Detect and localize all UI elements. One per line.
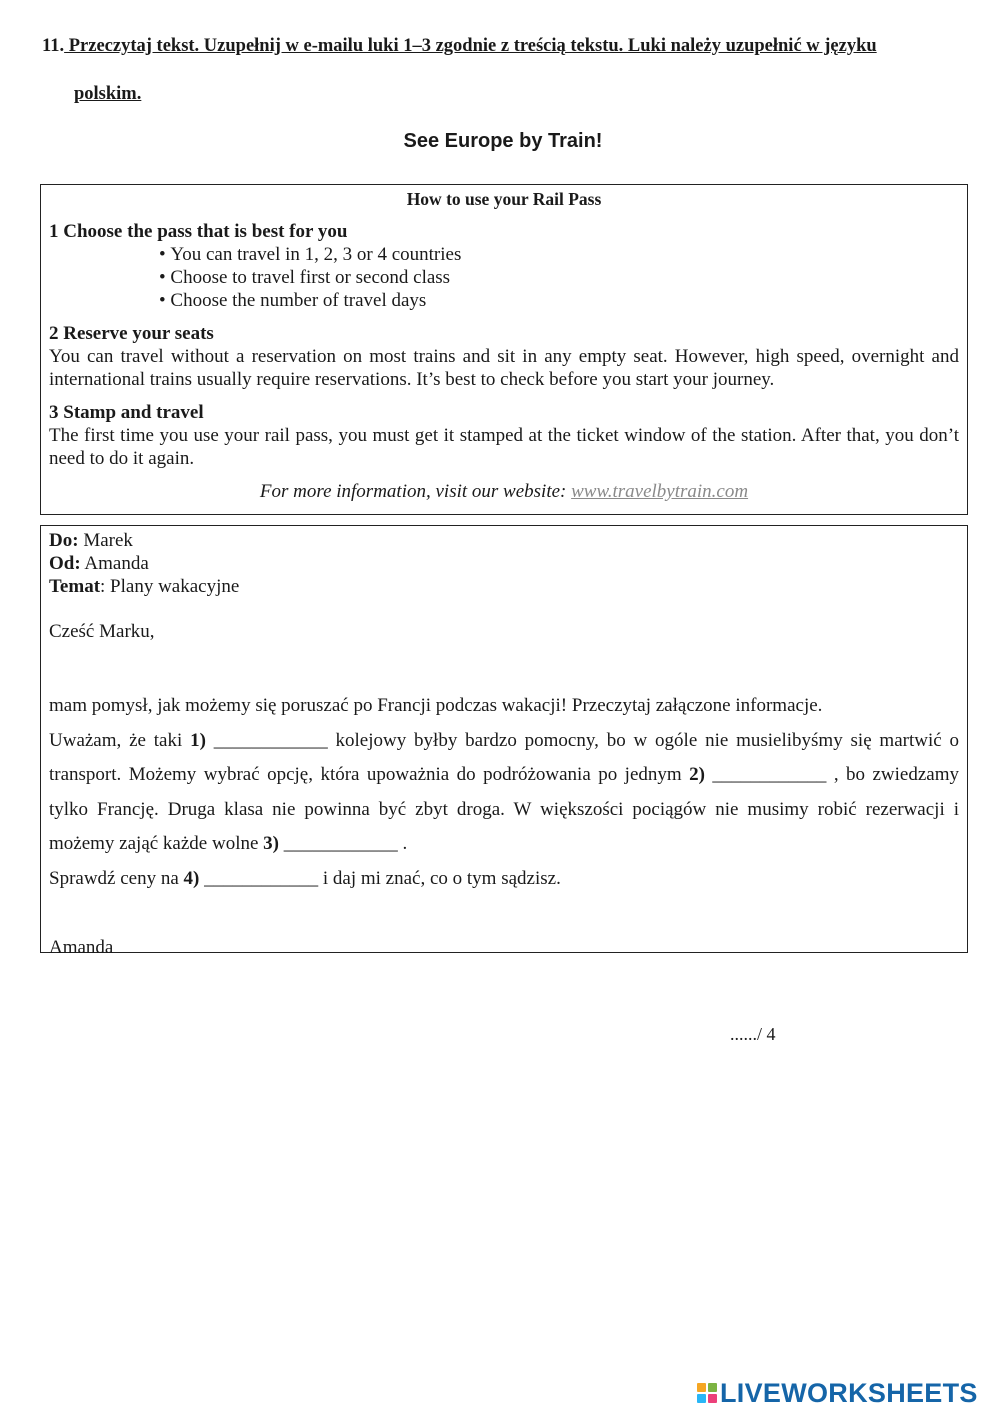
email-paragraph-3 [49, 862, 959, 897]
website-link[interactable]: www.travelbytrain.com [571, 481, 749, 502]
subject-label: Temat [49, 576, 101, 597]
logo-square [708, 1383, 717, 1392]
bullet-item: • You can travel in 1, 2, 3 or 4 countries [159, 243, 959, 266]
email-to [49, 529, 959, 552]
from-value: Amanda [80, 553, 149, 574]
gap-1-label: 1) [190, 729, 206, 751]
text-run: . [402, 833, 408, 854]
gap-2-label: 2) [689, 764, 705, 785]
task-instruction-line1: Przeczytaj tekst. Uzupełnij w e-mailu luki 1–3 zgodnie z treścią tekstu. Luki należy uzupełnić w języku [64, 36, 877, 56]
section-heading: 2 Reserve your seats [49, 323, 214, 344]
bullet-item: • Choose the number of travel days [159, 289, 959, 312]
logo-square [708, 1394, 717, 1403]
text-run: Sprawdź ceny na [49, 867, 184, 889]
leaflet-heading: How to use your Rail Pass [406, 189, 602, 209]
bullet-item: • Choose to travel first or second class [159, 266, 959, 289]
email-box [40, 525, 968, 958]
logo-square [697, 1383, 706, 1392]
to-value: Marek [78, 530, 133, 551]
section-heading: 3 Stamp and travel [49, 402, 204, 423]
section-heading: 1 Choose the pass that is best for you [49, 221, 348, 242]
gap-4-blank[interactable]: ____________ [199, 867, 323, 889]
leaflet-footer [49, 480, 959, 503]
email-signature: Amanda [49, 937, 114, 958]
text-run: kolejowy byłby bardzo pomocny, bo w ogóle nie musielibyśmy się martwić o transport. Możemy wybrać opcję, która upoważnia do podróżowania po jednym [49, 729, 959, 785]
email-greeting: Cześć Marku, [49, 621, 155, 642]
leaflet-section-3 [49, 401, 959, 470]
logo-square [697, 1394, 706, 1403]
score-field: ....../ 4 [730, 1024, 776, 1044]
email-subject [49, 575, 959, 598]
page-title: See Europe by Train! [403, 130, 603, 152]
liveworksheets-logo [697, 1378, 978, 1408]
leaflet-section-2 [49, 322, 959, 391]
email-header [49, 529, 959, 598]
gap-4-label: 4) [183, 867, 200, 889]
gap-3-label: 3) [263, 833, 279, 854]
from-label: Od: [49, 553, 81, 574]
text-run: , bo zwiedzamy tylko Francję. Druga klasa nie powinna być zbyt droga. W większości pociągów nie musimy robić rezerwacji i możemy zająć każde wolne [49, 764, 960, 854]
gap-3-blank[interactable]: ____________ [279, 833, 403, 854]
email-line1: mam pomysł, jak możemy się poruszać po Francji podczas wakacji! Przeczytaj załączone informacje. [49, 695, 823, 716]
task-number: 11. [42, 36, 65, 56]
subject-value: : Plany wakacyjne [100, 576, 240, 597]
task-instruction [42, 36, 877, 57]
text-run: Uważam, że taki [49, 729, 191, 751]
section-text: The first time you use your rail pass, you must get it stamped at the ticket window of the station. After that, you don’t need to do it again. [49, 425, 959, 469]
email-from [49, 552, 959, 575]
gap-1-blank[interactable]: ____________ [205, 729, 336, 751]
logo-mark-icon [697, 1383, 717, 1403]
bullet-list [49, 243, 959, 312]
gap-2-blank[interactable]: ____________ [704, 764, 834, 785]
task-instruction-line2: polskim. [74, 84, 142, 104]
leaflet-section-1 [49, 220, 959, 312]
logo-text: LIVEWORKSHEETS [720, 1377, 978, 1408]
footer-text: For more information, visit our website: [259, 481, 572, 502]
section-text: You can travel without a reservation on most trains and sit in any empty seat. However, high speed, overnight and international trains usually require reservations. It’s best to check before you start your journey. [49, 346, 959, 390]
email-paragraph-2 [49, 724, 959, 862]
rail-pass-leaflet [40, 184, 968, 515]
to-label: Do: [49, 530, 79, 551]
text-run: i daj mi znać, co o tym sądzisz. [322, 867, 561, 889]
